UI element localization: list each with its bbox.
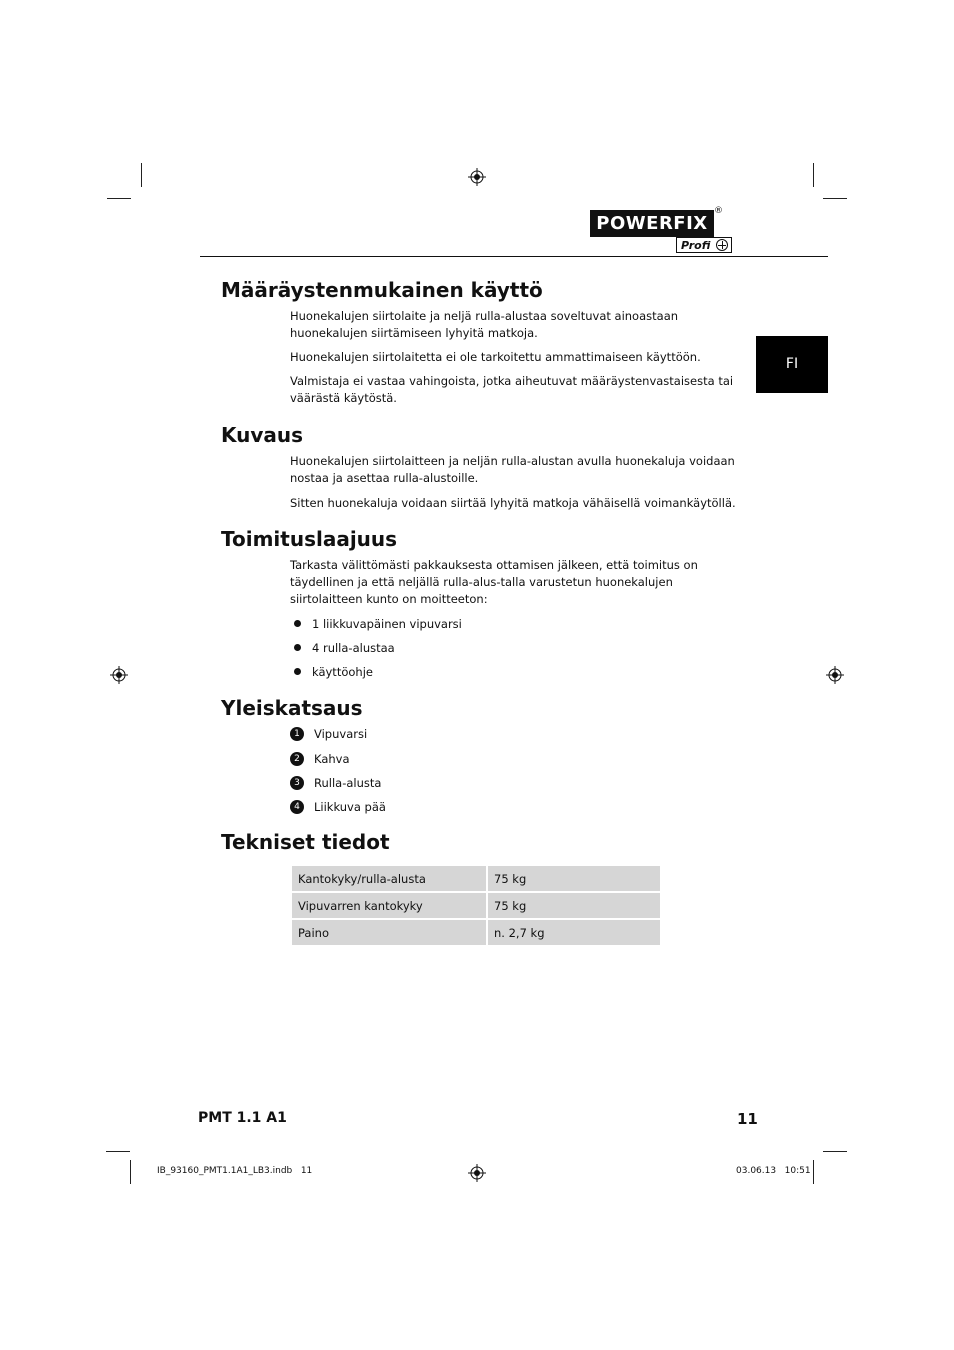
- registration-mark-icon: [468, 1164, 486, 1182]
- registration-mark-icon: [468, 168, 486, 186]
- brand-logo: [590, 206, 732, 252]
- crop-mark: [813, 1160, 814, 1184]
- crop-mark: [106, 1151, 130, 1152]
- header-rule: [200, 256, 828, 257]
- number-badge: 4: [290, 800, 304, 814]
- slug-datetime: 03.06.13 10:51: [736, 1166, 811, 1176]
- section-title-overview: Yleiskatsaus: [221, 696, 363, 720]
- table-row: [292, 866, 660, 891]
- paragraph: Tarkasta välittömästi pakkauksesta ottamisen jälkeen, että toimitus on täydellinen ja että neljällä rulla-alus-talla varustetun huonekalujen siirtolaitteen kunto on moitteeton:: [290, 558, 698, 606]
- spec-table: [290, 864, 662, 947]
- section-title-description: Kuvaus: [221, 423, 304, 447]
- paragraph: Huonekalujen siirtolaite ja neljä rulla-alustaa soveltuvat ainoastaan huonekalujen siirtämiseen lyhyitä matkoja.: [290, 309, 679, 340]
- table-cell-label: Kantokyky/rulla-alusta: [292, 866, 486, 891]
- paragraph: Huonekalujen siirtolaitetta ei ole tarkoitettu ammattimaiseen käyttöön.: [290, 350, 701, 364]
- slug-file: IB_93160_PMT1.1A1_LB3.indb 11: [157, 1166, 313, 1176]
- list-item-text: Kahva: [314, 752, 350, 766]
- crop-mark: [813, 163, 814, 187]
- brand-name: POWERFIX: [590, 210, 714, 237]
- plus-circle-icon: [716, 239, 728, 251]
- registered-mark: ®: [714, 206, 723, 216]
- list-item-text: Liikkuva pää: [314, 800, 386, 814]
- bullet-icon: [294, 668, 301, 675]
- section-title-technical-data: Tekniset tiedot: [221, 830, 390, 854]
- paragraph: Huonekalujen siirtolaitteen ja neljän rulla-alustan avulla huonekaluja voidaan nostaa ja asettaa rulla-alustoille.: [290, 454, 735, 485]
- section-title-delivery-scope: Toimituslaajuus: [221, 527, 398, 551]
- number-badge: 1: [290, 727, 304, 741]
- footer-model: PMT 1.1 A1: [198, 1110, 287, 1126]
- table-row: [292, 920, 660, 945]
- section-title-intended-use: Määräystenmukainen käyttö: [221, 278, 543, 302]
- brand-sub-text: Profi: [681, 239, 711, 252]
- bullet-icon: [294, 620, 301, 627]
- paragraph: Sitten huonekaluja voidaan siirtää lyhyitä matkoja vähäisellä voimankäytöllä.: [290, 496, 736, 510]
- list-item-text: 4 rulla-alustaa: [312, 641, 395, 655]
- table-cell-label: Paino: [292, 920, 486, 945]
- crop-mark: [141, 163, 142, 187]
- table-cell-value: n. 2,7 kg: [488, 920, 660, 945]
- table-cell-label: Vipuvarren kantokyky: [292, 893, 486, 918]
- number-badge: 2: [290, 752, 304, 766]
- crop-mark: [823, 198, 847, 199]
- list-item-text: Vipuvarsi: [314, 727, 368, 741]
- number-badge: 3: [290, 776, 304, 790]
- crop-mark: [107, 198, 131, 199]
- page-number: 11: [737, 1110, 758, 1128]
- registration-mark-icon: [110, 666, 128, 684]
- table-row: [292, 893, 660, 918]
- list-item-text: 1 liikkuvapäinen vipuvarsi: [312, 617, 462, 631]
- list-item-text: Rulla-alusta: [314, 776, 382, 790]
- table-cell-value: 75 kg: [488, 893, 660, 918]
- paragraph: Valmistaja ei vastaa vahingoista, jotka aiheutuvat määräystenvastaisesta tai väärästä käytöstä.: [290, 374, 734, 405]
- list-item-text: käyttöohje: [312, 665, 373, 679]
- bullet-icon: [294, 644, 301, 651]
- crop-mark: [823, 1151, 847, 1152]
- brand-subline: [676, 237, 732, 253]
- crop-mark: [130, 1160, 131, 1184]
- registration-mark-icon: [826, 666, 844, 684]
- table-cell-value: 75 kg: [488, 866, 660, 891]
- language-tab: FI: [756, 336, 828, 393]
